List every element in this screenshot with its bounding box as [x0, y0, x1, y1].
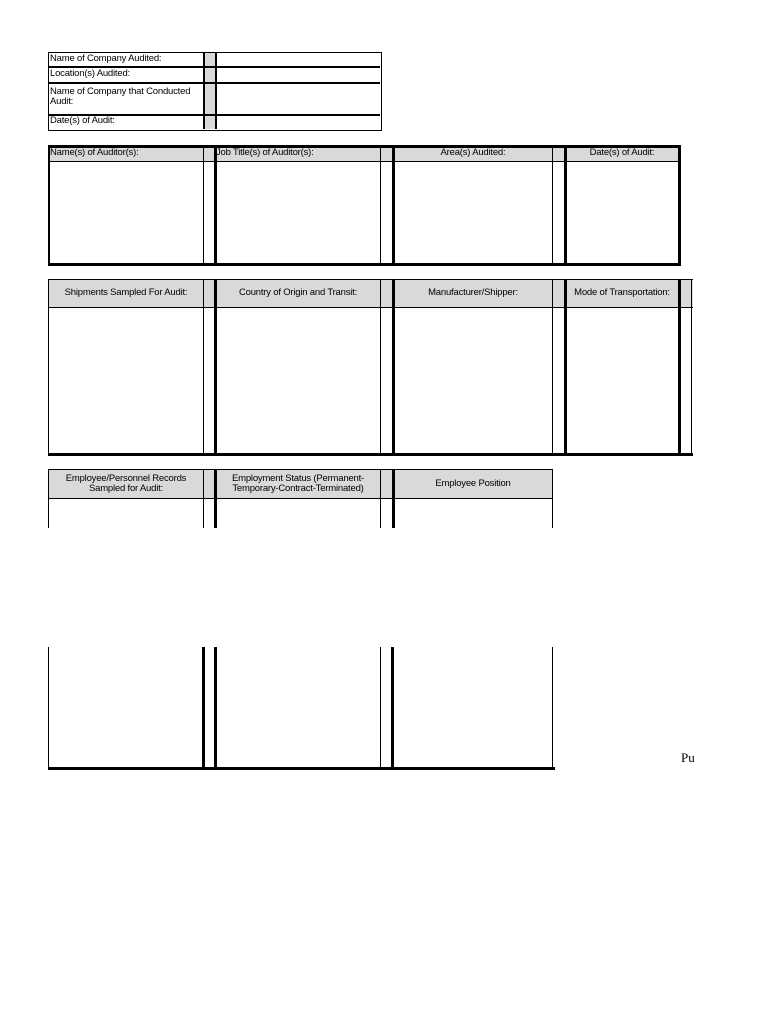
shipments-sampled-header: Shipments Sampled For Audit: [64, 287, 188, 298]
country-origin-transit-header: Country of Origin and Transit: [238, 287, 358, 298]
employment-status-header: Employment Status (Permanent-Temporary-Contract-Terminated) [231, 472, 364, 494]
employee-divider [391, 647, 394, 770]
auditor-job-titles-header: Job Title(s) of Auditor(s): [216, 147, 314, 158]
areas-audited-header: Area(s) Audited: [440, 147, 506, 158]
shipments-header-line [48, 307, 693, 308]
employee-header-line [48, 498, 553, 499]
mode-of-transportation-cell[interactable] [567, 309, 677, 452]
employee-left-border [48, 469, 49, 528]
manufacturer-shipper-header: Manufacturer/Shipper: [428, 287, 518, 298]
auditors-table [48, 145, 681, 266]
company-audited-label: Name of Company Audited: [50, 53, 162, 64]
shipments-divider [552, 279, 553, 456]
auditor-names-header: Name(s) of Auditor(s): [50, 147, 139, 158]
employee-records-header: Employee/Personnel Records Sampled for Audit: [65, 472, 187, 494]
auditors-right-border [678, 145, 681, 266]
employee-right-border [552, 469, 553, 528]
areas-audited-cell[interactable] [395, 163, 551, 263]
country-origin-transit-cell[interactable] [217, 309, 379, 452]
shipments-divider [380, 279, 381, 456]
auditors-bottom-border [48, 263, 681, 266]
auditor-names-cell[interactable] [50, 163, 202, 263]
audit-dates-field[interactable] [217, 116, 380, 129]
manufacturer-shipper-cell[interactable] [395, 309, 551, 452]
shipments-bottom-border [48, 453, 693, 456]
conducting-company-label: Name of Company that Conducted Audit: [50, 86, 191, 107]
employee-records-cell[interactable] [50, 500, 202, 766]
employee-divider [380, 647, 381, 770]
employee-left-border [48, 647, 49, 770]
locations-audited-field[interactable] [217, 68, 380, 82]
shipments-sampled-cell[interactable] [50, 309, 202, 452]
employee-records-table [48, 469, 555, 770]
employee-divider [202, 647, 205, 770]
employee-position-cell[interactable] [395, 500, 551, 766]
employee-divider [380, 469, 381, 528]
truncated-page-text: Pu [681, 750, 695, 765]
employee-right-border [552, 647, 553, 770]
mode-of-transportation-header: Mode of Transportation: [574, 287, 670, 298]
conducting-company-field[interactable] [217, 84, 380, 114]
employee-position-header: Employee Position [435, 477, 511, 489]
auditors-dates-cell[interactable] [567, 163, 677, 263]
shipments-divider [678, 279, 681, 456]
shipments-left-border [48, 279, 49, 456]
shipments-table [48, 279, 693, 456]
employment-status-cell[interactable] [217, 500, 379, 766]
employee-bottom-border [48, 767, 555, 770]
company-audited-field[interactable] [217, 53, 380, 66]
auditor-job-titles-cell[interactable] [217, 163, 379, 263]
locations-audited-label: Location(s) Audited: [50, 68, 130, 79]
auditors-dates-header: Date(s) of Audit: [589, 147, 655, 158]
audit-info-table [48, 52, 382, 131]
employee-divider [203, 469, 204, 528]
audit-dates-label: Date(s) of Audit: [50, 115, 115, 126]
shipments-divider [203, 279, 204, 456]
shipments-trailing-spacer [681, 308, 691, 453]
shipments-right-border [691, 279, 692, 456]
